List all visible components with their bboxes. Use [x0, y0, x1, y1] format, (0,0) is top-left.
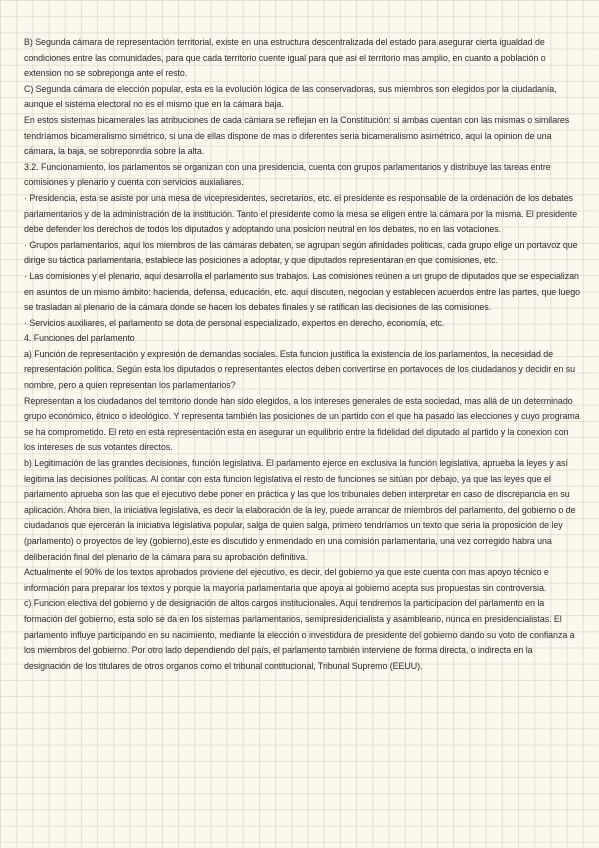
paragraph-funcion-legislativa: b) Legitimación de las grandes decisiones, función legislativa. El parlamento ejerce en exclusiva la función legislativa, aprueba la leyes y así legitima las decisiones políticas. Al contar con esta funcion legislativa el resto de funciones se sitúan por debajo, ya que las leyes que el parlamento aprueba son las que el ejecutivo debe poner en práctica y las que los tribunales deben interpretar en caso de discrepancia en su aplicación. Ahora bien, la iniciativa legislativa, es decir la elaboración de la ley, puede arrancar de miembros del parlamento, del gobierno o de ciudadanos que ejercerán la iniciativa legislativa popular, salga de quien salga, primero tendríamos un texto que seria la proposición de ley (parlamento) o proyectos de ley (gobierno),este es discutido y enmendado en una comisión parlamentaria, una vez corregido habra una deliberación final del plenario de la cámara para su aprobación definitiva. — [24, 458, 576, 562]
paragraph-grupos-parlamentarios: · Grupos parlamentarios, aquí los miembros de las cámaras debaten, se agrupan según afinidades politicas, cada grupo elige un portavoz que dirige su táctica parlamentaria, establece las posiciones a adoptar, y que diputados representaran en que comisiones, etc. — [24, 239, 578, 266]
section-heading-funciones: 4. Funciones del parlamento — [24, 333, 135, 344]
paragraph-camara-eleccion-popular: C) Segunda cámara de elección popular, esta es la evolución lógica de las conservadoras, sus miembros son elegidos por la ciudadanía, aunque el sistema electoral no es el mismo que en la cámara baja. — [24, 83, 557, 110]
paragraph-textos-aprobados: Actualmente el 90% de los textos aprobados proviene del ejecutivo, es decir, del gobierno ya que este cuenta con mas apoyo técnico e información para preparar los textos y porque la mayoría parlamentaria que apoya al gobierno acepta sus propuestas sin controversia. — [24, 567, 549, 593]
document-page — [24, 35, 580, 674]
paragraph-presidencia: · Presidencia, esta se asiste por una mesa de vicepresidentes, secretarios, etc. el presidente es responsable de la ordenación de los debates parlamentarios y de la administración de la institución. Tanto el presidente como la mesa se eligen entre la cámara por la misma. El presidente debe defender los derechos de todos los diputados y adoptando una posicion neutral en los debates, no en las votaciones. — [24, 192, 578, 235]
paragraph-comisiones-plenario: · Las comisiones y el plenario, aquí desarrolla el parlamento sus trabajos. Las comisiones reúnen a un grupo de diputados que se especializan en asuntos de un mismo ámbito: hacienda, defensa, educación, etc. aquí discuten, negocian y establecen acuerdos entre las partes, que luego se trasladan al plenario de la cámara donde se hacen los debates finales y se ratifican las decisiones de las comisiones. — [24, 270, 580, 313]
paragraph-bicameralismo: En estos sistemas bicamerales las atribuciones de cada cámara se reflejan en la Constitución: si ambas cuentan con las mismas o similares tendríamos bicameralismo simétrico, si una de ellas dispone de mas o diferentes seria bicameralismo asimétrico, aquí la opinion de una cámara, la baja, se sobreponrdia sobre la alta. — [24, 114, 570, 157]
paragraph-servicios-auxiliares: · Servicios auxiliares, el parlamento se dota de personal especializado, expertos en derecho, economía, etc. — [24, 317, 445, 328]
paragraph-funcion-electiva: c) Funcion electiva del gobierno y de designación de altos cargos institucionales. Aquí tendremos la participacion del parlamento en la formación del gobierno, esta solo se da en los sistemas parlamentarios, semipresidencialista y asambleario, nunca en presidencialistas. El parlamento influye participando en su nacimiento, mediante la elección o investidura de presidente del gobierno dando su voto de confianza a los miembros del gobierno. Por otro lado dependiendo del país, el parlamento también interviene de forma directa, o indirecta en la designación de los titulares de otros organos como el tribunal contitucional, Tribunal Supremo (EEUU). — [24, 598, 575, 671]
paragraph-representan-ciudadanos: Representan a los ciudadanos del territorio donde han sido elegidos, a los intereses generales de esta sociedad, mas allá de un determinado grupo económico, étnico o ideológico. Y representa también las posiciones de un partido con el que ha pasado las elecciones y cuyo programa se ha comprometido. El reto en esta representación esta en asegurar un equilibrio entre la fidelidad del diputado al partido y la conexion con los intereses de sus votantes directos. — [24, 395, 580, 453]
paragraph-funcion-representacion: a) Función de representación y expresión de demandas sociales. Esta funcion justifica la existencia de los parlamentos, la necesidad de representación politica. Según esta los diputados o representantes electos deben convertirse en portavoces de los ciudadanos y decidir en su nombre, pero a quien representan los parlamentarios? — [24, 348, 575, 391]
paragraph-funcionamiento: 3.2. Funcionamiento, los parlamentos se organizan con una presidencia, cuenta con grupos parlamentarios y distribuye las tareas entre comisiones y plenario y cuenta con servicios auxialiares. — [24, 161, 551, 188]
paragraph-camara-territorial: B) Segunda cámara de representación territorial, existe en una estructura descentralizada del estado para asegurar cierta igualdad de condiciones entre las comunidades, para que cada territorio cuente igual para que asi el territorio mas amplio, en cuanto a población o extension no se sobreponga ante el resto. — [24, 37, 546, 79]
